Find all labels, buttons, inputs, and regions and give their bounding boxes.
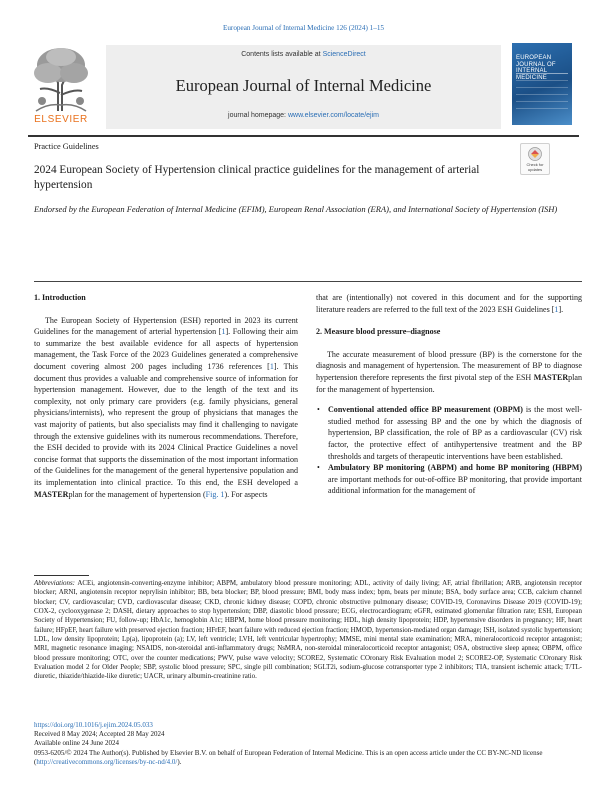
text-run: ]. — [558, 304, 564, 314]
spacer — [316, 315, 582, 326]
text-run: 0953-6205/© 2024 The Author(s). Published by Elsevier B.V. on behalf of European Federation of Internal Medicine. This is an open access article under the CC BY-NC-ND license ( — [34, 748, 543, 766]
journal-homepage-line — [106, 112, 501, 119]
check-for-updates-button[interactable] — [520, 143, 550, 175]
journal-title[interactable]: European Journal of Internal Medicine — [175, 76, 432, 95]
text-run: plan for the management of hypertension ( — [68, 489, 206, 499]
doi-link[interactable]: https://doi.org/10.1016/j.ejim.2024.05.033 — [34, 721, 153, 729]
received-dates: Received 8 May 2024; Accepted 28 May 2024 — [34, 730, 165, 739]
left-column — [34, 292, 298, 500]
masthead — [28, 43, 575, 133]
cover-title: EUROPEAN JOURNAL OF INTERNAL MEDICINE — [516, 55, 556, 81]
abbreviations-footnote — [34, 579, 582, 682]
text-run: ). For aspects — [224, 489, 268, 499]
bullet-bold: Ambulatory BP monitoring (ABPM) and home BP monitoring (HBPM) — [328, 463, 582, 473]
text-run: is the most well-studied method for assessing BP and the one by which the diagnosis of hypertension, BP classification, the role of BP as a cardiovascular (CV) risk factor, the protective effect of antihypertensive treatment and the BP thresholds and targets of therapeutic interventions have been established. — [328, 405, 582, 461]
abbreviations-text: ACEi, angiotensin-converting-enzyme inhibitor; ABPM, ambulatory blood pressure monitoring; ADL, activity of daily living; AF, atrial fibrillation; ARB, angiotensin receptor blocker; ARNI, angiotensin receptor neprylisin inhibitor; BB, beta blocker; BP, blood pressure; BMI, body mass index; bpm, beats per minute; BSA, body surface area; CCB, calcium channel blocker; CV, cardiovascular; CVD, cardiovascular disease; CKD, chronic kidney disease; COPD, chronic obstructive pulmonary disease; COVID-19, Coronavirus Disease 2019 (COVID-19); COX-2, cyclooxygenase 2; DASH, dietary approaches to stop hypertension; DBP, diastolic blood pressure; ECG, electrocardiogram; eGFR, estimated glomerular filtration rate; ESH, European Society of Hypertension; FU, follow-up; HbA1c, hemoglobin A1c; HBPM, home blood pressure monitoring; HDL, high density lipoprotein; HDP, hypertensive disorders in pregnancy; HF, heart failure; HFpEF, heart failure with preserved ejection fraction; HFrEF, heart failure with reduced ejection fraction; HMOD, hypertension-mediated organ damage; ISH, isolated systolic hypertension; LDL, low density lipoprotein; Lp(a), lipoprotein (a); LV, left ventricle; LVH, left ventricular hypertrophy; MMSE, mini mental state examination; MRA, mineralocorticoid receptor antagonist; MRI, magnetic resonance imaging; NSAIDS, non-steroidal anti-inflammatory drugs; NsMRA, non-steroidal mineralocorticoid receptor antagonist; OSA, obstructive sleep apnea; OBPM, office blood pressure monitoring; OTC, over the counter medications; PWV, pulse wave velocity; SCORE2, Systematic COronary Risk Evaluation model 2; SCORE2-OP, Systematic COronary Risk Evaluation model 2 for Older People; SBP, systolic blood pressure; SPC, single pill combination; SGLT2i, sodium-glucose cotransporter type 2 inhibitors; TIA, transient ischemic attack; T/TL-diuretic, thiazide/thiazide-like diuretic; UACR, urinary albumin-creatinine ratio. — [34, 579, 582, 681]
homepage-prefix: journal homepage: — [228, 112, 288, 119]
footnote-rule — [34, 575, 89, 576]
bullet-obpm — [316, 404, 582, 462]
reference-link[interactable]: 1 — [554, 304, 559, 314]
elsevier-wordmark: ELSEVIER — [34, 114, 88, 125]
text-run: The European Society of Hypertension (ESH) reported in 2023 its current Guidelines for the management of arterial hypertension [ — [34, 315, 298, 337]
crossmark-label: Check for updates — [526, 162, 544, 172]
text-run: are important methods for out-of-office BP monitoring, that provide important additional information for the management of — [328, 474, 582, 496]
publication-info — [34, 721, 582, 767]
journal-banner — [106, 45, 501, 129]
sciencedirect-link[interactable]: ScienceDirect — [322, 51, 366, 58]
body-top-rule — [34, 281, 582, 282]
reference-link[interactable]: 1 — [269, 361, 274, 371]
intro-paragraph — [34, 315, 298, 501]
measure-paragraph — [316, 349, 582, 395]
text-run: plan for the management of hypertension. — [316, 372, 582, 394]
spacer — [316, 338, 582, 349]
contents-prefix: Contents lists available at — [241, 51, 323, 58]
master-word: MASTER — [34, 489, 69, 499]
bullet-bold: Conventional attended office BP measurement (OBPM) — [328, 405, 523, 415]
right-column — [316, 292, 582, 497]
license-line — [34, 749, 582, 767]
text-run: that are (intentionally) not covered in this document and for the supporting literature readers are referred to the full text of the 2023 ESH Guidelines [ — [316, 293, 582, 314]
endorsement-line: Endorsed by the European Federation of Internal Medicine (EFIM), European Renal Association (ERA), and International Society of Hypertension (ISH) — [34, 204, 558, 214]
elsevier-logo[interactable] — [28, 43, 94, 131]
figure-link[interactable]: Fig. 1 — [205, 489, 225, 499]
abbreviations-label: Abbreviations: — [34, 579, 75, 587]
spacer — [316, 395, 582, 404]
section-heading-introduction: 1. Introduction — [34, 293, 86, 302]
text-run: The accurate measurement of blood pressure (BP) is the cornerstone for the diagnosis and management of hypertension. The measurement of BP to diagnose hypertension therefore represents the first pivotal step of the ESH — [316, 349, 582, 382]
available-online: Available online 24 June 2024 — [34, 739, 120, 748]
masthead-rule — [28, 135, 579, 137]
spacer — [34, 304, 298, 315]
contents-line — [106, 51, 501, 58]
license-link[interactable]: http://creativecommons.org/licenses/by-nc-nd/4.0/ — [36, 757, 178, 766]
journal-homepage-link[interactable]: www.elsevier.com/locate/ejim — [287, 112, 379, 119]
reference-link[interactable]: 1 — [221, 327, 226, 337]
text-run: ]. Following their aim to summarize the best available evidence for all aspects of hypertension management, the Task Force of the 2023 Guidelines generated a comprehensive document covering almost 200 pages including 1736 references [ — [34, 327, 298, 371]
journal-cover-thumbnail[interactable] — [512, 43, 572, 125]
article-type: Practice Guidelines — [34, 142, 99, 151]
article-title: 2024 European Society of Hypertension clinical practice guidelines for the management of arterial hypertension — [34, 164, 480, 191]
bullet-icon: • — [317, 405, 320, 415]
text-run: ). — [177, 757, 182, 766]
crossmark-icon — [528, 147, 542, 161]
bullet-abpm-hbpm — [316, 462, 582, 497]
section-heading-measure-bp: 2. Measure blood pressure–diagnose — [316, 327, 441, 337]
text-run: ]. This document thus provides a valuable and comprehensive source of information for hypertension management. However, due to the length of the text and its complexity, not only primary care providers (e.g. family physicians, general physicians/internists), who represent the group of physicians that manages the vast majority of patients, but also specialists may find it challenging to navigate through the extensive guidelines with its numerous recommendations. Therefore, the ESH decided to provide with its 2024 Clinical Practice Guidelines a novel concise format that supports the dissemination of the most important information of the Guidelines for the management of the general hypertensive population and its implementation into clinical practice. To this end, the ESH developed a — [34, 361, 298, 487]
elsevier-tree-icon — [28, 43, 94, 113]
continuation-paragraph — [316, 292, 582, 315]
running-head[interactable]: European Journal of Internal Medicine 126 (2024) 1–15 — [222, 24, 385, 32]
master-word: MASTER — [533, 372, 569, 382]
cover-decoration — [516, 73, 568, 120]
bullet-icon: • — [317, 463, 320, 473]
